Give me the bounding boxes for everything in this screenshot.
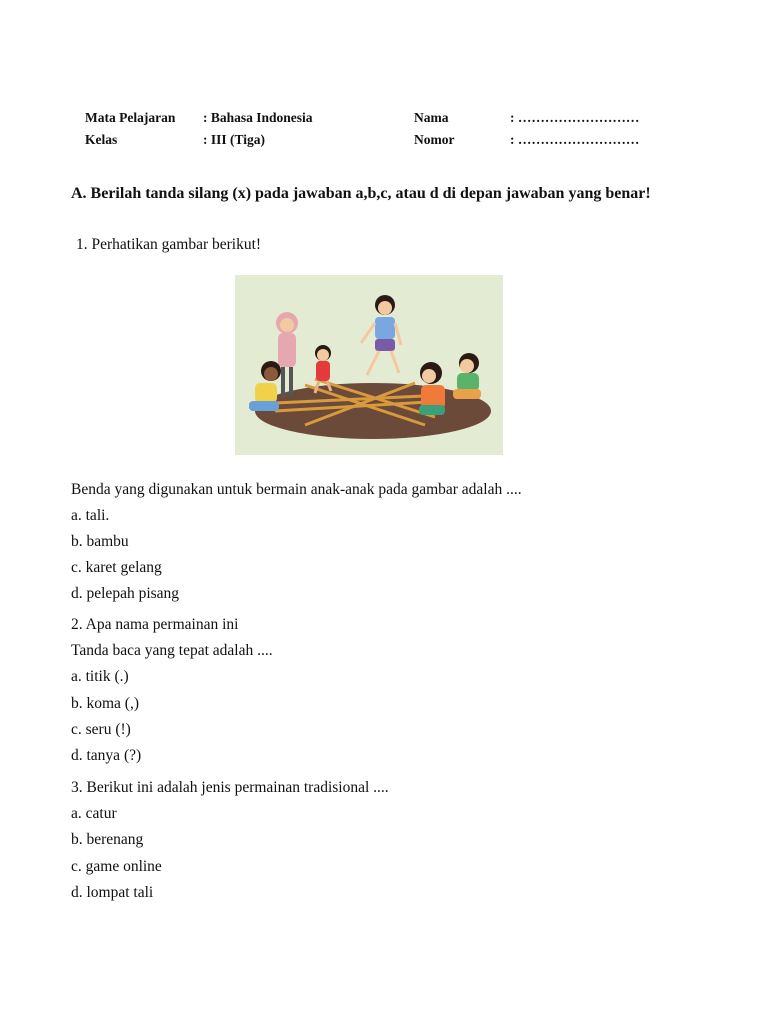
question-3-option-d[interactable]: d. lompat tali — [71, 884, 154, 901]
question-2-option-b[interactable]: b. koma (,) — [71, 695, 140, 712]
question-2-option-a[interactable]: a. titik (.) — [71, 668, 129, 685]
question-1-number: 1. Perhatikan gambar berikut! — [76, 236, 262, 253]
question-2-option-d[interactable]: d. tanya (?) — [71, 747, 142, 764]
section-a-instruction: A. Berilah tanda silang (x) pada jawaban a,b,c, atau d di depan jawaban yang benar! — [71, 185, 651, 202]
class-label: Kelas — [85, 132, 118, 147]
number-label: Nomor — [414, 132, 455, 147]
question-2-number: 2. Apa nama permainan ini — [71, 616, 239, 633]
question-2-option-c[interactable]: c. seru (!) — [71, 721, 131, 738]
name-label: Nama — [414, 110, 449, 125]
question-1-option-c[interactable]: c. karet gelang — [71, 559, 162, 576]
class-value: : III (Tiga) — [203, 132, 266, 147]
question-1-prompt: Benda yang digunakan untuk bermain anak-anak pada gambar adalah .... — [71, 481, 522, 498]
question-3-option-b[interactable]: b. berenang — [71, 831, 144, 848]
number-field[interactable]: : ……………………… — [510, 132, 640, 147]
question-3-option-a[interactable]: a. catur — [71, 805, 117, 822]
subject-label: Mata Pelajaran — [85, 110, 176, 125]
subject-value: : Bahasa Indonesia — [203, 110, 313, 125]
children-playing-illustration — [235, 275, 503, 455]
question-2-prompt: Tanda baca yang tepat adalah .... — [71, 642, 273, 659]
question-1-option-b[interactable]: b. bambu — [71, 533, 129, 550]
question-3-option-c[interactable]: c. game online — [71, 858, 162, 875]
question-1-option-d[interactable]: d. pelepah pisang — [71, 585, 180, 602]
question-3-number: 3. Berikut ini adalah jenis permainan tradisional .... — [71, 779, 389, 796]
question-1-option-a[interactable]: a. tali. — [71, 507, 110, 524]
name-field[interactable]: : ……………………… — [510, 110, 640, 125]
